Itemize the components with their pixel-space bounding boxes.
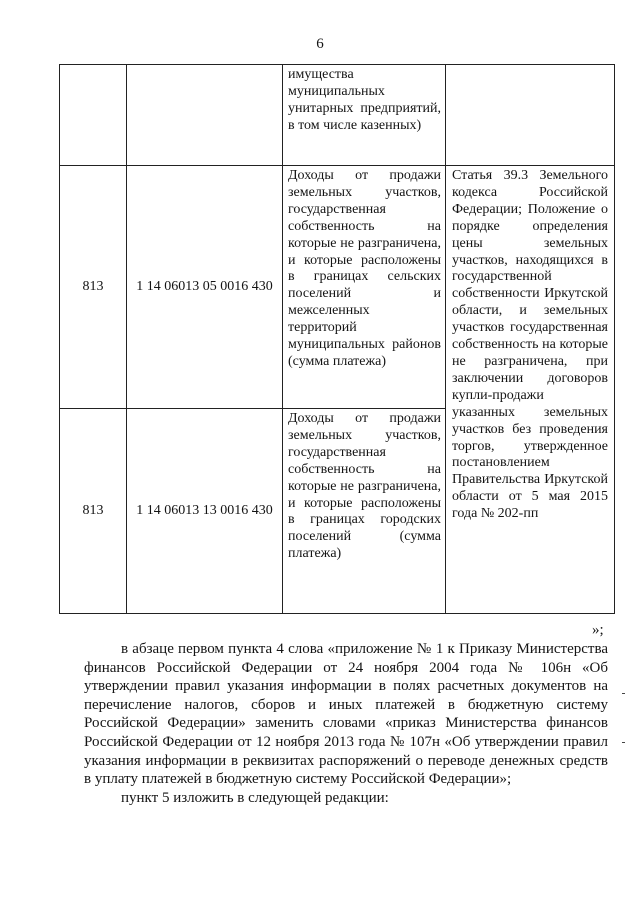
- margin-tick: [622, 742, 625, 743]
- amendment-text: [84, 640, 608, 807]
- shared-basis-cell: Статья 39.3 Земельного кодекса Российской Федерации; Положение о порядке определения цены земельных участков, находящихся в государственной собственности Иркутской области, и земельных участков государственная собственность на которые не разграничена, при заключении договоров купли-продажи указанных земельных участков без проведения торгов, утвержденное постановлением Правительства Иркутской области от 5 мая 2015 года № 202-пп: [446, 166, 615, 614]
- page-number: 6: [316, 36, 324, 52]
- revenue-codes-table: [59, 64, 615, 614]
- closing-quote: »;: [592, 622, 604, 638]
- paragraph: пункт 5 изложить в следующей редакции:: [121, 789, 389, 806]
- paragraph: в абзаце первом пункта 4 слова «приложение № 1 к Приказу Министерства финансов Российской Федерации от 24 ноября 2004 года № 106н «Об утверждении правил указания информации в полях расчетных документов на перечисление налогов, сборов и иных платежей в бюджетную систему Российской Федерации» заменить словами «приказ Министерства финансов Российской Федерации от 12 ноября 2013 года № 107н «Об утверждении правил указания информации в реквизитах распоряжений о переводе денежных средств в уплату платежей в бюджетную систему Российской Федерации»;: [84, 641, 608, 788]
- kbk-cell: 1 14 06013 05 0016 430: [127, 166, 283, 409]
- description-cell: имущества муниципальных унитарных предприятий, в том числе казенных): [283, 65, 446, 166]
- margin-tick: [622, 693, 625, 694]
- table-row: [60, 166, 615, 409]
- basis-cell: [446, 65, 615, 166]
- description-cell: Доходы от продажи земельных участков, государственная собственность на которые не разграничена, и которые расположены в границах сельских поселений и межселенных территорий муниципальных районов (сумма платежа): [283, 166, 446, 409]
- admin-code-cell: 813: [60, 409, 127, 614]
- kbk-cell: 1 14 06013 13 0016 430: [127, 409, 283, 614]
- admin-code-cell: [60, 65, 127, 166]
- kbk-cell: [127, 65, 283, 166]
- description-cell: Доходы от продажи земельных участков, государственная собственность на которые не разграничена, и которые расположены в границах городских поселений (сумма платежа): [283, 409, 446, 614]
- admin-code-cell: 813: [60, 166, 127, 409]
- table-row-continuation: [60, 65, 615, 166]
